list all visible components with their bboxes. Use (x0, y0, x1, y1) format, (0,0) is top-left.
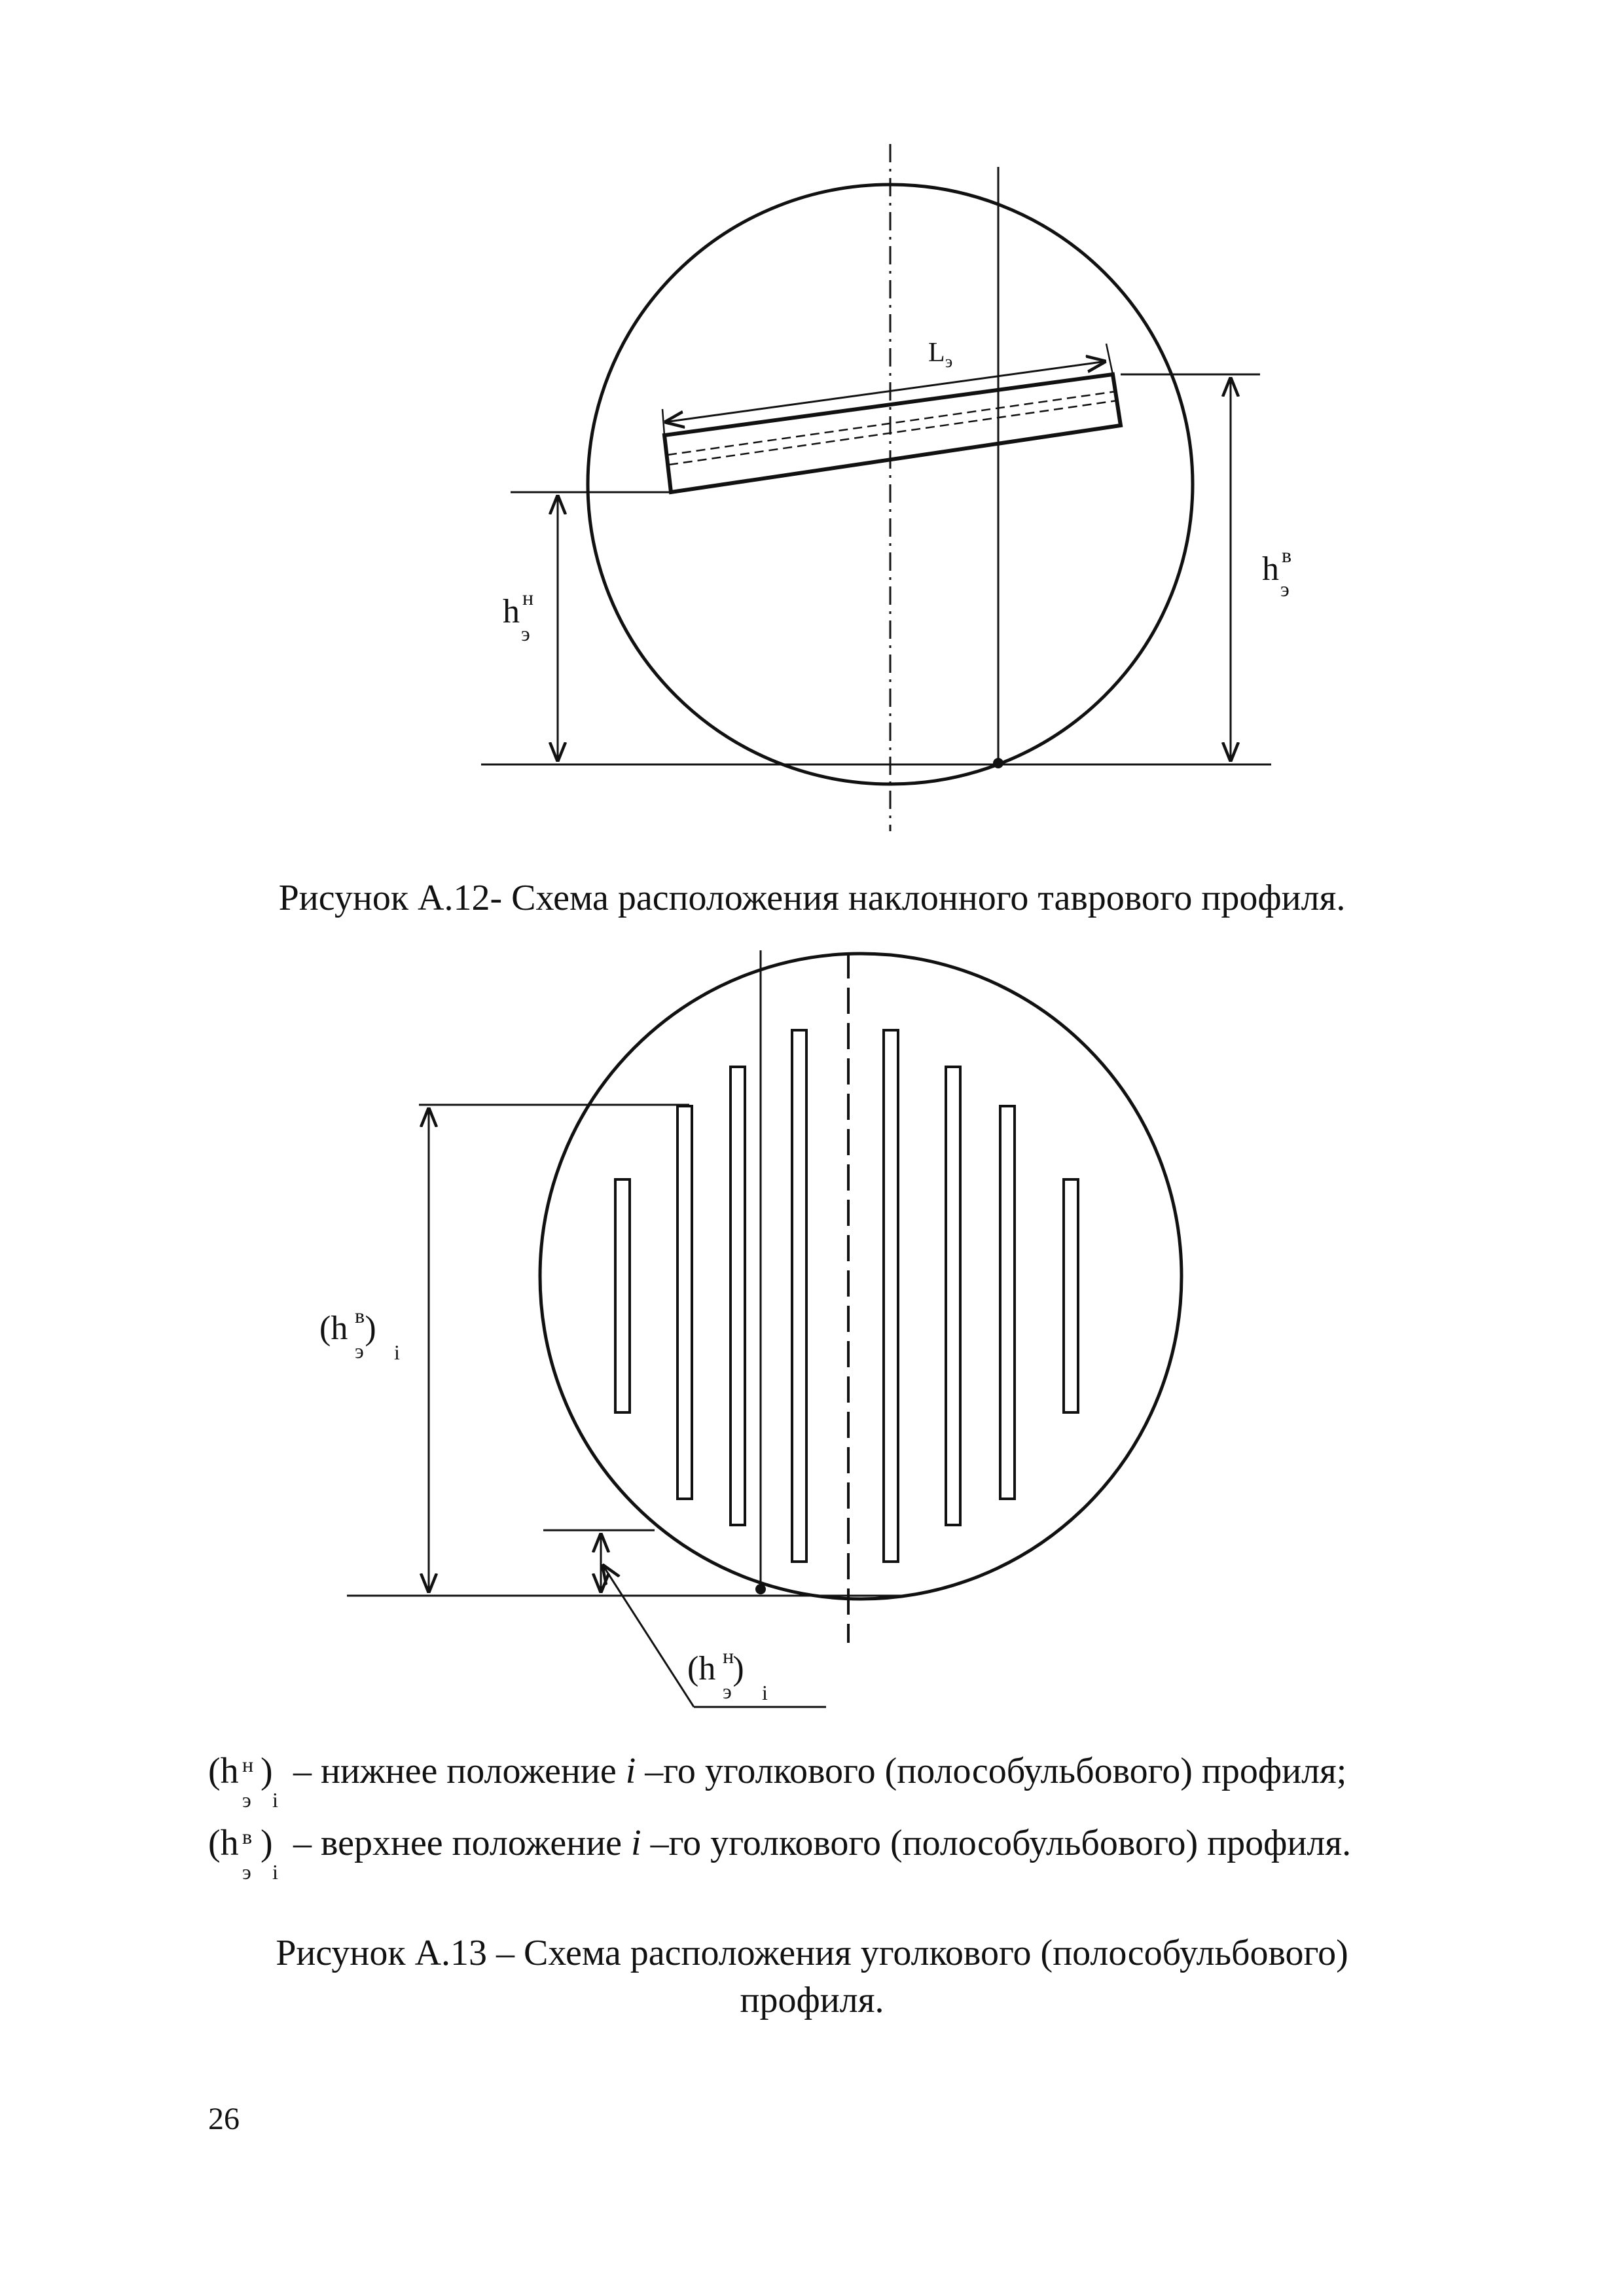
profile-strip (1064, 1179, 1078, 1412)
h-upper-sub: э (1280, 577, 1290, 601)
legend-upper (208, 1820, 1352, 1884)
hn-i-label (687, 1644, 768, 1704)
legend-lower-italic: i (625, 1751, 636, 1791)
leader-line (602, 1564, 694, 1707)
hn-i-sub: э (723, 1679, 732, 1703)
legend-upper-sup: в (242, 1825, 253, 1848)
legend-lower-sub: э (242, 1788, 251, 1812)
legend-lower (208, 1748, 1347, 1812)
profile-strip (615, 1179, 630, 1412)
h-lower-sup: н (522, 586, 534, 609)
profile-strip (946, 1067, 960, 1525)
length-label: L (928, 338, 945, 368)
legend-upper-symbol: (h в э ) i (208, 1820, 326, 1867)
page-number: 26 (208, 2102, 240, 2136)
profile-strip (1000, 1106, 1015, 1499)
profile-strip (731, 1067, 745, 1525)
length-label-sub: э (945, 352, 953, 371)
figure-a13-caption-line1: Рисунок А.13 – Схема расположения уголкового (полособульбового) (276, 1933, 1348, 1973)
legend-lower-text: – нижнее положение (293, 1751, 626, 1791)
hv-i-close: ) (365, 1310, 376, 1347)
legend-lower-index: i (272, 1788, 278, 1812)
h-lower-label: h (503, 593, 520, 630)
h-lower-sub: э (521, 622, 530, 645)
legend-upper-index: i (272, 1860, 278, 1884)
cross-section-circle-2 (540, 954, 1182, 1599)
legend-upper-italic: i (631, 1823, 641, 1863)
legend-upper-text: – верхнее положение (293, 1823, 632, 1863)
legend-lower-symbol: (h н э ) i (208, 1748, 326, 1795)
hv-i-sup: в (355, 1304, 365, 1327)
legend-upper-rest: –го уголкового (полособульбового) профиля. (641, 1823, 1352, 1863)
h-upper-sup: в (1282, 543, 1292, 567)
hv-i-open: (h (319, 1310, 348, 1347)
contact-point-2 (755, 1584, 766, 1594)
legend-lower-sup: н (242, 1753, 254, 1776)
hv-i-index: i (394, 1340, 400, 1364)
legend-upper-sub: э (242, 1860, 251, 1884)
hn-i-sup: н (723, 1644, 734, 1668)
profile-strip (677, 1106, 692, 1499)
profile-strip (884, 1030, 898, 1562)
profile-strip (792, 1030, 806, 1562)
h-upper-label: h (1262, 550, 1279, 588)
figure-a12-caption: Рисунок А.12- Схема расположения наклонного таврового профиля. (278, 878, 1346, 918)
hv-i-label (319, 1304, 400, 1364)
figure-a13-caption-line2: профиля. (740, 1980, 884, 2020)
hn-i-close: ) (732, 1650, 744, 1687)
hn-i-index: i (762, 1681, 768, 1704)
hn-i-open: (h (687, 1650, 716, 1687)
legend-lower-rest: –го уголкового (полособульбового) профиля; (636, 1751, 1347, 1791)
hv-i-sub: э (355, 1339, 364, 1363)
